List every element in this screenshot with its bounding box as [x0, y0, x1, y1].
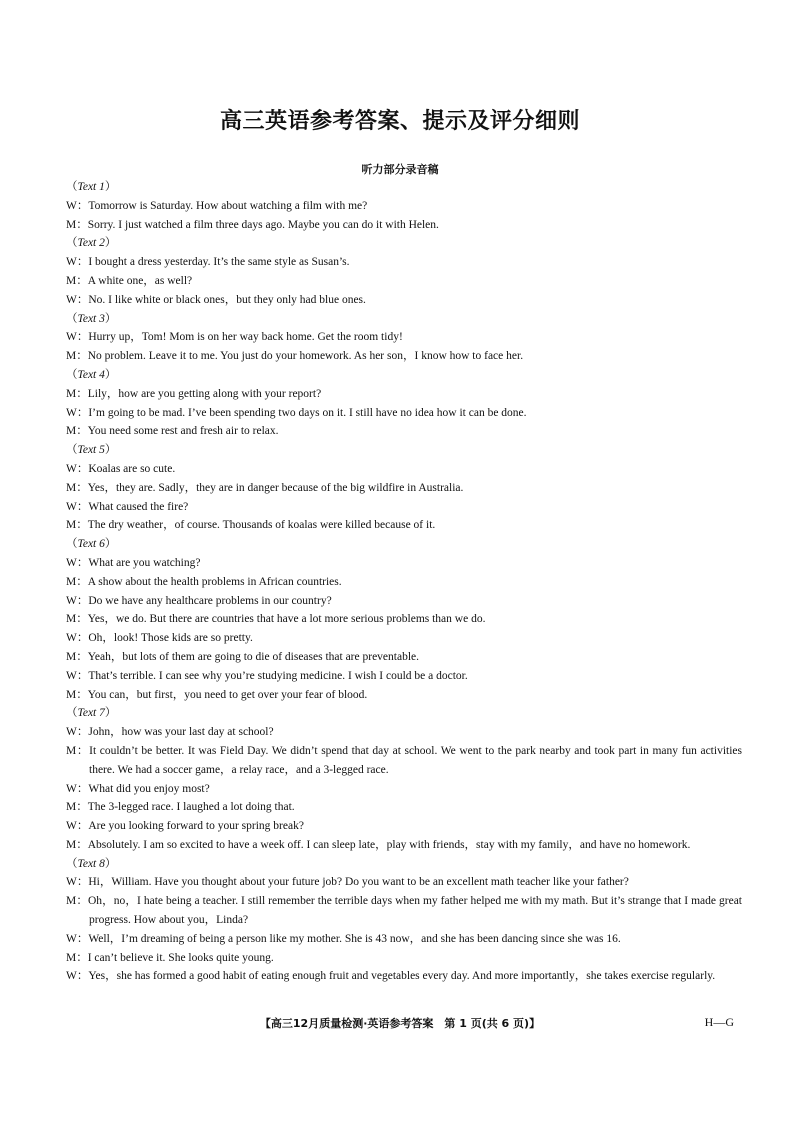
- section-title: 听力部分录音稿: [361, 163, 439, 176]
- text-label: （Text 3）: [66, 312, 117, 325]
- text-label-value: Text 6: [77, 538, 105, 551]
- text-label: （Text 1）: [66, 181, 117, 193]
- dialogue-line: M：Absolutely. I am so excited to have a week off. I can sleep late，play with friends，stay with my family，and have no homework.: [66, 838, 691, 851]
- page-footer: [0, 1015, 800, 1035]
- dialogue-line: M：A white one，as well?: [66, 274, 193, 287]
- dialogue-line: M：Sorry. I just watched a film three days ago. Maybe you can do it with Helen.: [66, 218, 439, 231]
- dialogue-line: M：It couldn’t be better. It was Field Day. We didn’t spend that day at school. We went to the park nearby and took part in many fun activities there. We had a soccer game，a relay race，and a 3-legged race.: [66, 744, 742, 776]
- text-label-value: Text 8: [77, 857, 105, 870]
- dialogue-line: M：No problem. Leave it to me. You just do your homework. As her son，I know how to face her.: [66, 350, 524, 363]
- dialogue-line: M：Yes，we do. But there are countries that have a lot more serious problems than we do.: [66, 613, 486, 626]
- text-label-value: Text 2: [77, 237, 105, 250]
- dialogue-line: M：The 3-legged race. I laughed a lot doing that.: [66, 801, 295, 814]
- page-title: 高三英语参考答案、提示及评分细则: [219, 109, 580, 134]
- dialogue-line: W：Are you looking forward to your spring break?: [66, 820, 304, 833]
- dialogue-line: M：Yes，they are. Sadly，they are in danger because of the big wildfire in Australia.: [66, 481, 464, 494]
- dialogue-line: W：What did you enjoy most?: [66, 782, 210, 795]
- dialogue-line: W：That’s terrible. I can see why you’re studying medicine. I wish I could be a doctor.: [66, 669, 468, 682]
- dialogue-line: W：Oh，look! Those kids are so pretty.: [66, 632, 253, 645]
- text-label-value: Text 4: [77, 368, 105, 381]
- dialogue-line: M：The dry weather，of course. Thousands of koalas were killed because of it.: [66, 519, 436, 532]
- dialogue-line: W：Tomorrow is Saturday. How about watching a film with me?: [66, 199, 368, 212]
- text-label-value: Text 3: [77, 312, 105, 325]
- dialogue-line: W：What caused the fire?: [66, 500, 189, 513]
- dialogue-line: W：I’m going to be mad. I’ve been spending two days on it. I still have no idea how it can be done.: [66, 406, 527, 419]
- dialogue-line: W：No. I like white or black ones，but they only had blue ones.: [66, 293, 366, 306]
- text-label: （Text 2）: [66, 237, 117, 250]
- dialogue-line: W：Yes，she has formed a good habit of eating enough fruit and vegetables every day. And more importantly，she takes exercise regularly.: [66, 970, 716, 983]
- dialogue-line: W：What are you watching?: [66, 556, 201, 569]
- dialogue-line: M：Oh，no，I hate being a teacher. I still remember the terrible days when my father helped me with my math. But it’s strange that I made great progress. How about you，Linda?: [66, 895, 742, 927]
- text-label: （Text 6）: [66, 538, 117, 551]
- transcript-body: [66, 178, 742, 986]
- text-label: （Text 8）: [66, 857, 117, 870]
- dialogue-line: W：John，how was your last day at school?: [66, 726, 274, 739]
- dialogue-line: W：Well，I’m dreaming of being a person like my mother. She is 43 now，and she has been dancing since she was 16.: [66, 932, 621, 945]
- dialogue-line: W：I bought a dress yesterday. It’s the same style as Susan’s.: [66, 256, 350, 269]
- dialogue-line: M：Lily，how are you getting along with your report?: [66, 387, 322, 400]
- dialogue-line: M：A show about the health problems in African countries.: [66, 575, 342, 588]
- dialogue-line: W：Hi，William. Have you thought about your future job? Do you want to be an excellent math teacher like your father?: [66, 876, 629, 889]
- footer-page-info: 【高三12月质量检测·英语参考答案 第 1 页(共 6 页)】: [259, 1017, 541, 1030]
- text-label: （Text 4）: [66, 368, 117, 381]
- dialogue-line: M：Yeah，but lots of them are going to die of diseases that are preventable.: [66, 650, 420, 663]
- dialogue-line: W：Do we have any healthcare problems in our country?: [66, 594, 332, 607]
- text-label-value: Text 1: [77, 181, 105, 193]
- text-label: （Text 5）: [66, 444, 117, 457]
- text-label-value: Text 7: [77, 707, 105, 720]
- text-label: （Text 7）: [66, 707, 117, 720]
- dialogue-line: W：Hurry up，Tom! Mom is on her way back home. Get the room tidy!: [66, 331, 403, 344]
- footer-code: H—G: [704, 1015, 734, 1029]
- dialogue-line: M：I can’t believe it. She looks quite young.: [66, 951, 274, 964]
- dialogue-line: W：Koalas are so cute.: [66, 462, 176, 475]
- dialogue-line: M：You can，but first，you need to get over your fear of blood.: [66, 688, 368, 701]
- dialogue-line: M：You need some rest and fresh air to relax.: [66, 425, 279, 438]
- text-label-value: Text 5: [77, 444, 105, 457]
